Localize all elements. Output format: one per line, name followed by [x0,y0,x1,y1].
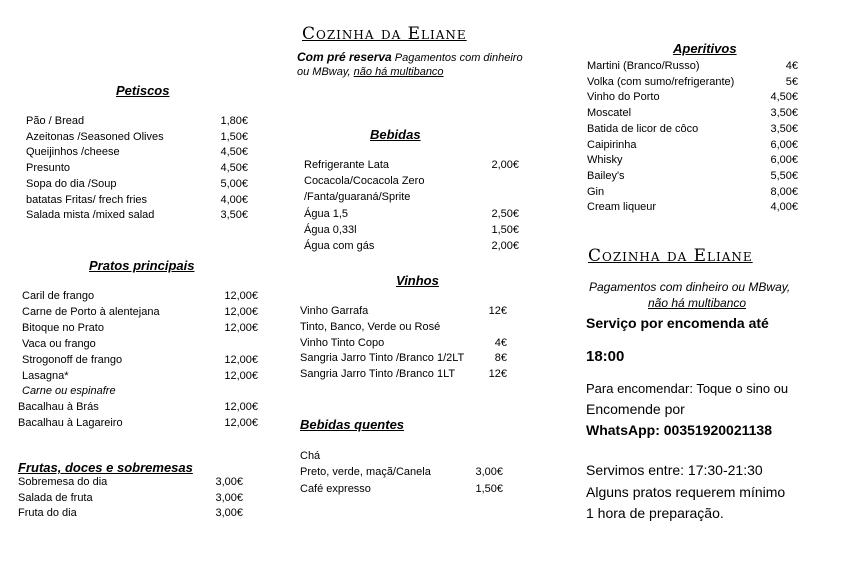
menu-item [26,161,248,177]
menu-item-name: Bailey's [587,169,625,182]
menu-item-price: 12,00€ [224,416,258,429]
menu-item [22,337,258,353]
menu-item-price: 4,00€ [220,193,248,206]
servimos-text: Servimos entre: 17:30-21:30 [586,462,763,478]
alguns-line1: Alguns pratos requerem mínimo [586,484,786,500]
pre-reserva-label: Com pré reserva [297,50,392,64]
menu-item [22,353,258,369]
menu-item [587,169,798,185]
menu-item-price: 4€ [494,336,507,349]
menu-item-name: Salada de fruta [18,491,93,504]
servico-hora: 18:00 [586,348,625,365]
alguns-line2: 1 hora de preparação. [586,505,724,521]
frutas-title: Frutas, doces e sobremesas [18,460,193,475]
bebidas-title: Bebidas [370,127,421,142]
menu-item-price: 1,50€ [491,223,519,236]
menu-item-name: Bacalhau à Lagareiro [18,416,123,429]
header-payment-line1 [297,50,523,64]
menu-item-price: 2,00€ [491,159,519,171]
encomendar-line2: Encomende por [586,401,685,417]
menu-item-name: Vaca ou frango [22,338,96,350]
menu-item-name: Moscatel [587,107,632,120]
menu-item-price: 6,00€ [770,138,798,151]
menu-item [18,400,258,416]
menu-item [300,482,503,498]
menu-item-name: Preto, verde, maçã/Canela [300,466,431,479]
menu-item [304,190,519,206]
menu-item [26,130,248,146]
menu-item-price: 3,50€ [220,209,248,222]
menu-item-name: Strogonoff de frango [22,354,123,366]
menu-item [587,185,798,201]
menu-item-name: Sangria Jarro Tinto /Branco 1LT [300,368,456,381]
menu-item-name: Sobremesa do dia [18,476,108,488]
info-payment: Pagamentos com dinheiro ou MBway, [589,280,791,294]
menu-item-price: 12€ [488,368,507,381]
menu-item [22,305,258,321]
menu-item-name: Sopa do dia /Soup [26,177,117,190]
menu-item [304,239,519,255]
menu-item [26,208,248,224]
menu-item-price: 3,00€ [215,507,243,520]
menu-item-price: 3,00€ [215,476,243,488]
menu-item-price: 3,50€ [770,122,798,135]
menu-item-price: 4€ [785,60,798,72]
menu-item-price: 12,00€ [224,290,258,302]
menu-item [26,145,248,161]
menu-item-price: 6,00€ [770,154,798,167]
menu-item-name: Carne de Porto à alentejana [22,306,160,318]
menu-item [304,207,519,223]
menu-item-price: 3,00€ [215,491,243,504]
menu-item [587,138,798,154]
no-multibanco-text: não há multibanco [353,66,444,78]
menu-item-name: Whisky [587,154,623,167]
menu-item-price: 2,50€ [491,207,519,220]
menu-item-price: 12,00€ [224,306,258,318]
menu-item-name: /Fanta/guaraná/Sprite [304,191,411,204]
payment-text: Pagamentos com dinheiro [394,52,523,64]
menu-item [300,320,507,336]
menu-item-price: 8,00€ [770,185,798,198]
menu-item-name: Tinto, Banco, Verde ou Rosé [300,320,441,333]
menu-item-name: Salada mista /mixed salad [26,209,155,222]
menu-item-name: Cocacola/Cocacola Zero [304,175,425,188]
menu-item-name: Vinho do Porto [587,91,660,104]
brand-title-top: Cozinha da Eliane [302,24,467,44]
pratos-title: Pratos principais [89,258,195,273]
menu-item-name: Café expresso [300,482,371,495]
servico-text: Serviço por encomenda até [586,315,769,331]
menu-item [587,200,798,216]
menu-item [587,75,798,91]
menu-item [18,506,243,522]
menu-item-name: Batida de licor de côco [587,122,699,135]
menu-item [587,106,798,122]
menu-item-price: 5€ [785,75,798,88]
petiscos-title: Petiscos [116,83,170,98]
menu-item-name: Lasagna* [22,370,69,382]
menu-item-name: Fruta do dia [18,507,77,520]
menu-item [26,193,248,209]
menu-item [587,153,798,169]
menu-item-name: Chá [300,450,321,462]
info-no-multibanco: não há multibanco [648,296,747,310]
brand-title-right: Cozinha da Eliane [588,246,753,266]
menu-item [18,475,243,491]
menu-item [26,114,248,130]
menu-item [300,465,503,481]
menu-item-price: 4,50€ [770,91,798,104]
menu-item-price: 12,00€ [224,354,258,366]
menu-item-price: 8€ [494,352,507,365]
menu-item-price: 12,00€ [224,401,258,413]
menu-item [300,351,507,367]
menu-item [304,174,519,190]
menu-item-price: 5,50€ [770,169,798,182]
menu-item-name: Martini (Branco/Russo) [587,60,700,72]
menu-item-name: Refrigerante Lata [304,159,389,171]
menu-item-name: Vinho Garrafa [300,305,369,317]
menu-item-price: 2,00€ [491,240,519,252]
menu-item-price: 3,50€ [770,107,798,120]
menu-item [18,491,243,507]
menu-item-name: Vinho Tinto Copo [300,336,385,349]
menu-item-name: Cream liqueur [587,201,657,214]
menu-item-price: 4,50€ [220,146,248,159]
menu-item [22,369,258,385]
menu-item [22,321,258,337]
menu-item-name: Presunto [26,162,71,175]
menu-item-name: Bitoque no Prato [22,322,104,334]
quentes-title: Bebidas quentes [300,417,405,432]
menu-item-price: 4,00€ [770,201,798,214]
menu-item [300,367,507,383]
menu-item-price: 5,00€ [220,177,248,190]
header-payment-line2 [297,66,444,78]
menu-item-name: Água 1,5 [304,207,349,220]
menu-item [304,158,519,174]
mbway-text: ou MBway, [297,66,351,78]
menu-item-price: 12,00€ [224,370,258,382]
menu-item-name: Queijinhos /cheese [26,146,120,159]
menu-item-name: Caril de frango [22,290,95,302]
menu-item [300,304,507,320]
menu-item-name: Bacalhau à Brás [18,401,99,413]
lasagna-note: Carne ou espinafre [22,385,116,397]
menu-item [22,289,258,305]
menu-item-name: Gin [587,185,605,198]
menu-item-name: Azeitonas /Seasoned Olives [26,130,164,143]
menu-item [587,59,798,75]
whatsapp-number: WhatsApp: 00351920021138 [586,422,772,438]
menu-item-price: 1,50€ [475,482,503,495]
aperitivos-title: Aperitivos [673,41,737,56]
encomendar-line1: Para encomendar: Toque o sino ou [586,381,789,396]
menu-item-price: 12,00€ [224,322,258,334]
menu-item-price: 3,00€ [475,466,503,479]
menu-item [304,223,519,239]
menu-item-price: 1,50€ [220,130,248,143]
menu-item-name: Sangria Jarro Tinto /Branco 1/2LT [300,352,465,365]
menu-item [300,449,503,465]
vinhos-title: Vinhos [396,273,439,288]
menu-item-name: Caipirinha [587,138,637,151]
menu-item-name: batatas Fritas/ frech fries [26,193,148,206]
menu-item-price: 4,50€ [220,162,248,175]
menu-item-price: 12€ [488,305,507,317]
menu-item [587,122,798,138]
menu-item [26,177,248,193]
menu-item-name: Volka (com sumo/refrigerante) [587,75,735,88]
menu-item-name: Pão / Bread [26,115,85,127]
menu-item-name: Água 0,33l [304,223,357,236]
menu-item [587,90,798,106]
menu-item [300,336,507,352]
menu-item [18,416,258,432]
menu-item-price: 1,80€ [220,115,248,127]
menu-item-name: Água com gás [304,240,375,252]
